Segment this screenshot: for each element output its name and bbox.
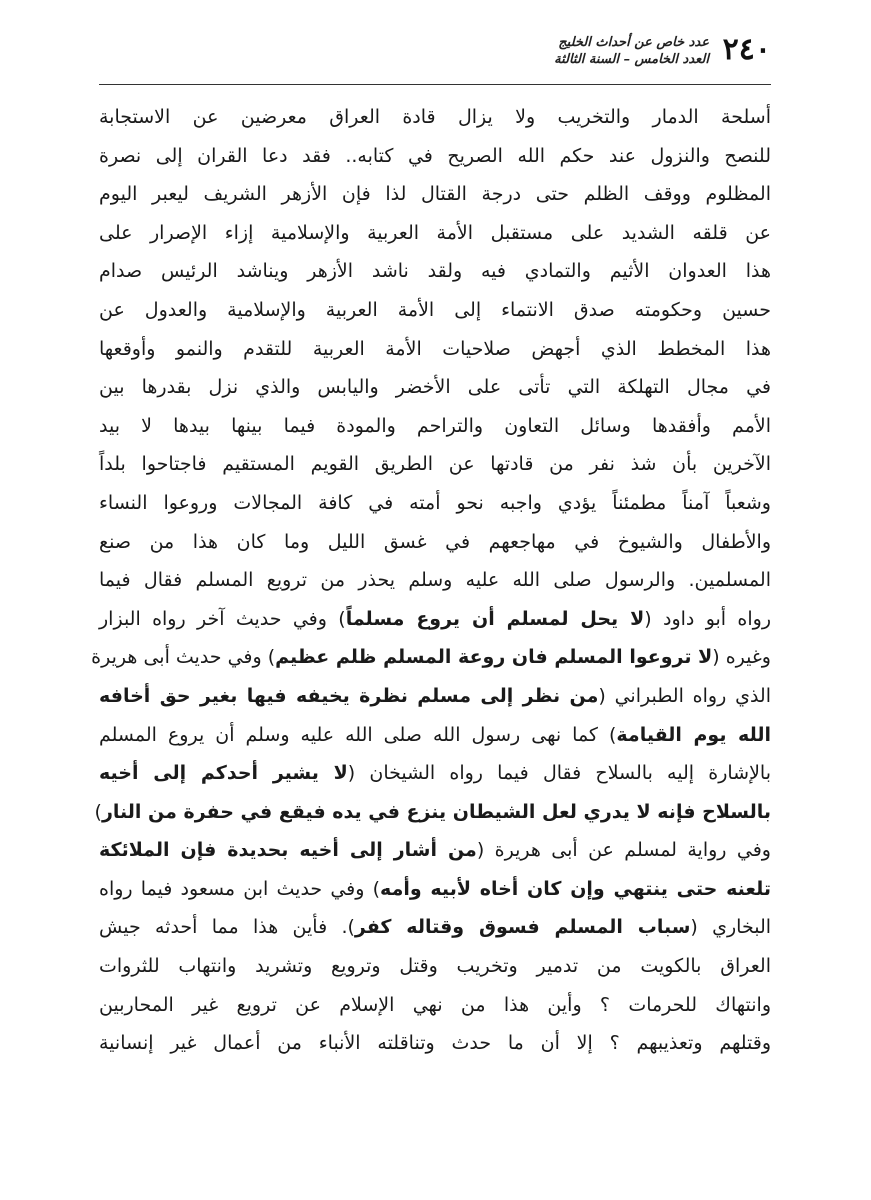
page-header xyxy=(99,32,771,78)
text-run: ) وفي حديث آخر رواه البزار xyxy=(99,607,346,630)
text-line xyxy=(94,793,771,832)
text-run: أسلحة الدمار والتخريب ولا يزال قادة العراق معرضين عن الاستجابة xyxy=(99,106,771,128)
running-title-line-2: العدد الخامس – السنة الثالثة xyxy=(554,52,709,67)
text-run: المسلمين. والرسول صلى الله عليه وسلم يحذر من ترويع المسلم فقال فيما xyxy=(99,569,771,592)
text-run: والأطفال والشيوخ في مهاجعهم في غسق الليل وما كان هذا من صنع xyxy=(99,530,771,553)
text-line xyxy=(99,716,771,755)
text-run: حسين وحكومته صدق الانتماء إلى الأمة العربية والإسلامية والعدول عن xyxy=(99,298,771,321)
text-line xyxy=(99,252,771,291)
hadith-quote: من نظر إلى مسلم نظرة يخيفه فيها بغير حق أخافه xyxy=(99,684,599,707)
text-line xyxy=(99,523,771,562)
text-run: رواه أبو داود ( xyxy=(644,607,771,630)
text-line xyxy=(99,291,771,330)
text-line xyxy=(99,484,771,523)
text-line xyxy=(99,137,771,176)
text-run: هذا العدوان الأثيم والتمادي فيه ولقد ناشد الأزهر ويناشد الرئيس صدام xyxy=(99,260,771,283)
text-line xyxy=(99,986,771,1025)
running-title-line-1: عدد خاص عن أحداث الخليج xyxy=(558,35,709,50)
text-run: وانتهاك للحرمات ؟ وأين هذا من نهي الإسلام عن ترويع غير المحاربين xyxy=(99,993,771,1016)
running-title xyxy=(554,34,709,68)
text-run: ) وفي حديث أبى هريرة xyxy=(91,646,276,669)
text-line xyxy=(99,214,771,253)
text-run: البخاري ( xyxy=(690,916,772,939)
text-run: في مجال التهلكة التي تأتى على الأخضر واليابس والذي نزل بقدرها بين xyxy=(99,376,771,399)
text-run: ) xyxy=(94,800,102,823)
hadith-quote: من أشار إلى أخيه بحديدة فإن الملائكة xyxy=(99,839,477,862)
text-run: الذي رواه الطبراني ( xyxy=(598,684,771,707)
header-divider xyxy=(99,84,771,85)
text-line xyxy=(99,870,771,909)
text-run: بالإشارة إليه بالسلاح فقال فيما رواه الشيخان ( xyxy=(347,762,771,785)
text-run: وغيره ( xyxy=(712,646,771,669)
text-line xyxy=(91,638,771,677)
text-line xyxy=(99,561,771,600)
text-run: للنصح والنزول عند حكم الله الصريح في كتابه.. فقد دعا القران إلى نصرة xyxy=(99,144,771,167)
text-line xyxy=(99,1024,771,1063)
text-line xyxy=(99,98,771,137)
text-line xyxy=(99,831,771,870)
text-run: ). فأين هذا مما أحدثه جيش xyxy=(99,916,355,939)
text-line xyxy=(99,368,771,407)
text-run: وقتلهم وتعذيبهم ؟ إلا أن ما حدث وتناقلته الأنباء من أعمال غير إنسانية xyxy=(99,1032,771,1055)
text-run: الأمم وأفقدها وسائل التعاون والتراحم والمودة فيما بينها بيدها لا بيد xyxy=(99,414,771,437)
text-run: وشعباً آمناً مطمئناً يؤدي واجبه نحو أمته في كافة المجالات وروعوا النساء xyxy=(99,491,771,514)
hadith-quote: بالسلاح فإنه لا يدري لعل الشيطان ينزع في يده فيقع في حفرة من النار xyxy=(101,800,771,823)
text-line xyxy=(99,908,771,947)
text-run: وفي رواية لمسلم عن أبى هريرة ( xyxy=(476,839,771,862)
hadith-quote: لا يحل لمسلم أن يروع مسلماً xyxy=(345,607,645,630)
body-text xyxy=(91,98,772,1063)
text-run: هذا المخطط الذي أجهض صلاحيات الأمة العربية للتقدم والنمو وأوقعها xyxy=(99,337,771,360)
hadith-quote: تلعنه حتى ينتهي وإن كان أخاه لأبيه وأمه xyxy=(380,877,771,900)
text-line xyxy=(99,330,771,369)
text-line xyxy=(99,947,771,986)
hadith-quote: سباب المسلم فسوق وقتاله كفر xyxy=(354,916,691,939)
text-run: ) وفي حديث ابن مسعود فيما رواه xyxy=(99,877,381,900)
page-number: ٢٤٠ xyxy=(722,32,771,67)
hadith-quote: الله يوم القيامة xyxy=(616,723,771,746)
text-line xyxy=(99,175,771,214)
text-run: الآخرين بأن شذ نفر من قادتها عن الطريق القويم المستقيم فاجتاحوا بلداً xyxy=(99,453,771,476)
hadith-quote: لا يشير أحدكم إلى أخيه xyxy=(99,762,348,785)
text-run: عن قلقه الشديد على مستقبل الأمة العربية والإسلامية إزاء الإصرار على xyxy=(99,221,771,244)
text-line xyxy=(99,407,771,446)
text-line xyxy=(99,600,771,639)
hadith-quote: لا تروعوا المسلم فان روعة المسلم ظلم عظيم xyxy=(275,646,713,669)
text-run: ) كما نهى رسول الله صلى الله عليه وسلم أن يروع المسلم xyxy=(99,723,617,746)
text-line xyxy=(99,445,771,484)
text-run: العراق بالكويت من تدمير وتخريب وقتل وترويع وتشريد وانتهاب للثروات xyxy=(99,955,771,978)
text-line xyxy=(99,677,771,716)
text-run: المظلوم ووقف الظلم حتى درجة القتال لذا فإن الأزهر الشريف ليعبر اليوم xyxy=(99,183,771,206)
text-line xyxy=(99,754,771,793)
